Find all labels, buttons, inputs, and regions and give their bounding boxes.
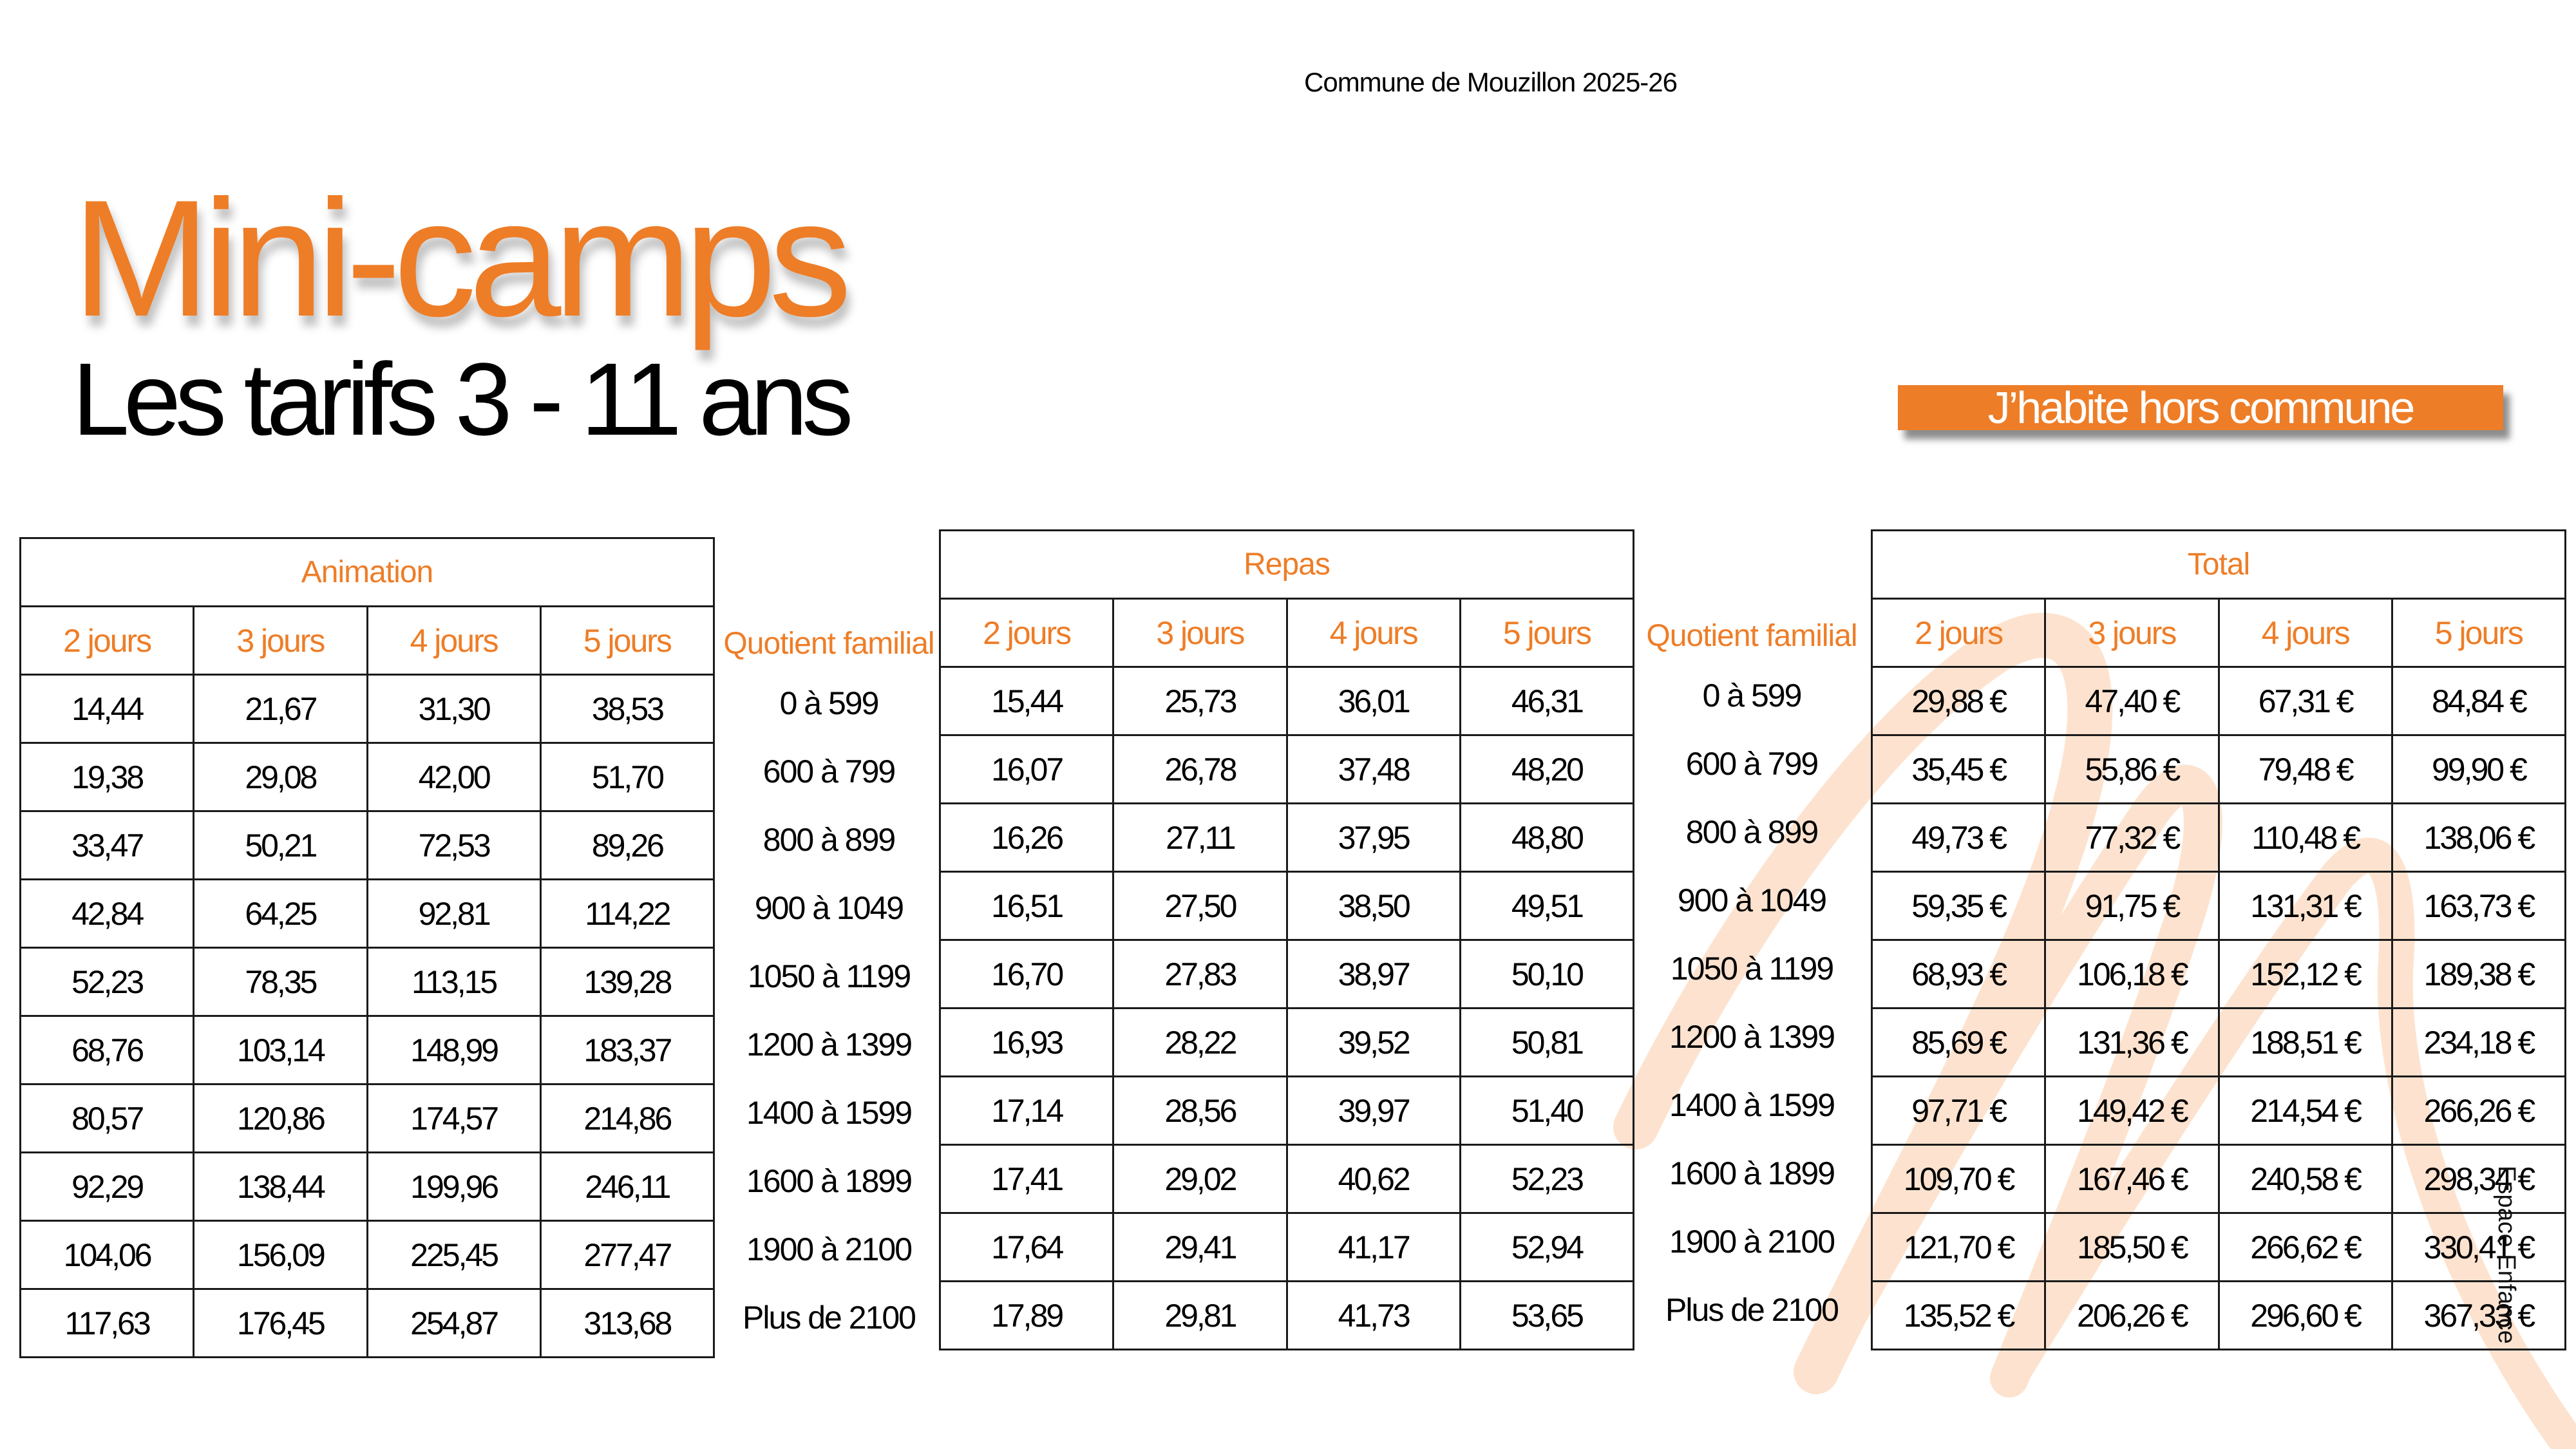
table-row: [940, 1145, 1634, 1213]
table-row: [1872, 872, 2566, 940]
price-cell: 37,95: [1287, 804, 1460, 872]
price-cell: 38,97: [1287, 940, 1460, 1009]
repas-table: [939, 529, 1634, 1350]
price-cell: 121,70 €: [1872, 1213, 2045, 1282]
price-cell: 16,93: [940, 1009, 1113, 1077]
table-row: [21, 1153, 714, 1221]
table-row: [21, 743, 714, 811]
price-cell: 117,63: [21, 1289, 194, 1358]
table-row: [940, 804, 1634, 872]
day-header: 2 jours: [1872, 599, 2045, 667]
price-cell: 31,30: [367, 675, 540, 743]
table-row: [21, 948, 714, 1016]
price-cell: 106,18 €: [2045, 940, 2219, 1009]
table-row: [21, 1084, 714, 1153]
quotient-range: 800 à 899: [762, 822, 895, 858]
price-cell: 298,34 €: [2392, 1145, 2565, 1213]
price-cell: 206,26 €: [2045, 1282, 2219, 1350]
quotient-familial-heading: Quotient familial: [723, 627, 934, 661]
quotient-range: 1050 à 1199: [747, 958, 911, 994]
quotient-range: 1600 à 1899: [746, 1163, 912, 1199]
price-cell: 46,31: [1460, 667, 1633, 735]
price-cell: 38,50: [1287, 872, 1460, 940]
table-row: [1872, 735, 2566, 804]
table-row: [940, 1282, 1634, 1350]
quotient-range: 1600 à 1899: [1669, 1155, 1835, 1191]
table-row: [1872, 1009, 2566, 1077]
day-header: 4 jours: [1287, 599, 1460, 667]
quotient-range: 1050 à 1199: [1670, 951, 1833, 987]
price-cell: 67,31 €: [2219, 667, 2392, 735]
price-cell: 188,51 €: [2219, 1009, 2392, 1077]
price-cell: 36,01: [1287, 667, 1460, 735]
price-cell: 214,54 €: [2219, 1077, 2392, 1145]
table-row: [1872, 804, 2566, 872]
price-cell: 50,81: [1460, 1009, 1633, 1077]
price-cell: 149,42 €: [2045, 1077, 2219, 1145]
price-cell: 16,51: [940, 872, 1113, 940]
price-cell: 138,44: [194, 1153, 367, 1221]
price-cell: 16,70: [940, 940, 1113, 1009]
price-cell: 64,25: [194, 880, 367, 948]
page-title: Mini-camps: [72, 165, 844, 351]
table-row: [1872, 1282, 2566, 1350]
price-cell: 35,45 €: [1872, 735, 2045, 804]
day-header: 5 jours: [1460, 599, 1633, 667]
price-cell: 225,45: [367, 1221, 540, 1289]
price-cell: 80,57: [21, 1084, 194, 1153]
day-header: 3 jours: [1113, 599, 1287, 667]
price-cell: 29,02: [1113, 1145, 1287, 1213]
price-cell: 27,11: [1113, 804, 1287, 872]
price-cell: 240,58 €: [2219, 1145, 2392, 1213]
quotient-familial-column-2: [1639, 618, 1864, 1344]
price-cell: 167,46 €: [2045, 1145, 2219, 1213]
quotient-familial-column-1: [716, 626, 942, 1352]
price-cell: 42,84: [21, 880, 194, 948]
quotient-range: 0 à 599: [779, 685, 878, 721]
price-cell: 103,14: [194, 1016, 367, 1084]
table-row: [940, 1213, 1634, 1282]
page-subtitle: Les tarifs 3 - 11 ans: [72, 341, 848, 457]
price-cell: 99,90 €: [2392, 735, 2565, 804]
price-cell: 17,89: [940, 1282, 1113, 1350]
price-cell: 51,70: [540, 743, 714, 811]
price-cell: 176,45: [194, 1289, 367, 1358]
price-cell: 25,73: [1113, 667, 1287, 735]
price-cell: 68,93 €: [1872, 940, 2045, 1009]
day-header: 2 jours: [21, 607, 194, 675]
table-row: [1872, 940, 2566, 1009]
price-cell: 185,50 €: [2045, 1213, 2219, 1282]
residency-banner: J’habite hors commune: [1898, 385, 2503, 430]
price-cell: 92,81: [367, 880, 540, 948]
price-cell: 234,18 €: [2392, 1009, 2565, 1077]
table-row: [940, 735, 1634, 804]
animation-table: [19, 537, 715, 1358]
price-cell: 89,26: [540, 811, 714, 880]
price-cell: 246,11: [540, 1153, 714, 1221]
table-row: [21, 675, 714, 743]
price-cell: 17,41: [940, 1145, 1113, 1213]
total-table: [1871, 529, 2566, 1350]
price-cell: 79,48 €: [2219, 735, 2392, 804]
price-cell: 138,06 €: [2392, 804, 2565, 872]
price-cell: 104,06: [21, 1221, 194, 1289]
price-cell: 367,33 €: [2392, 1282, 2565, 1350]
price-cell: 48,20: [1460, 735, 1633, 804]
price-cell: 41,17: [1287, 1213, 1460, 1282]
quotient-range: 1900 à 2100: [746, 1231, 912, 1267]
price-cell: 52,94: [1460, 1213, 1633, 1282]
table-row: [21, 880, 714, 948]
quotient-range: Plus de 2100: [743, 1300, 915, 1336]
table-row: [21, 811, 714, 880]
quotient-range: 1400 à 1599: [1669, 1087, 1835, 1123]
price-cell: 131,36 €: [2045, 1009, 2219, 1077]
price-cell: 92,29: [21, 1153, 194, 1221]
price-cell: 29,41: [1113, 1213, 1287, 1282]
price-cell: 41,73: [1287, 1282, 1460, 1350]
price-cell: 97,71 €: [1872, 1077, 2045, 1145]
price-cell: 152,12 €: [2219, 940, 2392, 1009]
price-cell: 214,86: [540, 1084, 714, 1153]
price-cell: 189,38 €: [2392, 940, 2565, 1009]
price-cell: 14,44: [21, 675, 194, 743]
price-cell: 139,28: [540, 948, 714, 1016]
table-row: [1872, 1213, 2566, 1282]
total-title: Total: [1872, 531, 2566, 599]
price-cell: 135,52 €: [1872, 1282, 2045, 1350]
price-cell: 27,83: [1113, 940, 1287, 1009]
price-cell: 33,47: [21, 811, 194, 880]
price-cell: 84,84 €: [2392, 667, 2565, 735]
quotient-range: Plus de 2100: [1665, 1292, 1838, 1328]
price-cell: 49,73 €: [1872, 804, 2045, 872]
price-cell: 163,73 €: [2392, 872, 2565, 940]
price-cell: 49,51: [1460, 872, 1633, 940]
price-cell: 16,26: [940, 804, 1113, 872]
price-cell: 254,87: [367, 1289, 540, 1358]
price-cell: 26,78: [1113, 735, 1287, 804]
price-cell: 40,62: [1287, 1145, 1460, 1213]
price-cell: 72,53: [367, 811, 540, 880]
day-header: 3 jours: [194, 607, 367, 675]
price-cell: 85,69 €: [1872, 1009, 2045, 1077]
quotient-range: 1200 à 1399: [746, 1027, 912, 1063]
price-cell: 55,86 €: [2045, 735, 2219, 804]
quotient-range: 800 à 899: [1685, 814, 1818, 850]
price-cell: 91,75 €: [2045, 872, 2219, 940]
price-cell: 19,38: [21, 743, 194, 811]
price-cell: 110,48 €: [2219, 804, 2392, 872]
price-cell: 59,35 €: [1872, 872, 2045, 940]
price-cell: 156,09: [194, 1221, 367, 1289]
price-cell: 42,00: [367, 743, 540, 811]
price-cell: 28,56: [1113, 1077, 1287, 1145]
price-cell: 17,64: [940, 1213, 1113, 1282]
price-cell: 29,81: [1113, 1282, 1287, 1350]
price-cell: 113,15: [367, 948, 540, 1016]
price-cell: 52,23: [1460, 1145, 1633, 1213]
quotient-familial-heading: Quotient familial: [1646, 619, 1857, 653]
price-cell: 39,97: [1287, 1077, 1460, 1145]
table-row: [21, 1016, 714, 1084]
table-row: [940, 1009, 1634, 1077]
price-cell: 39,52: [1287, 1009, 1460, 1077]
quotient-range: 1200 à 1399: [1669, 1019, 1835, 1055]
price-cell: 48,80: [1460, 804, 1633, 872]
price-cell: 50,10: [1460, 940, 1633, 1009]
price-cell: 38,53: [540, 675, 714, 743]
commune-header: Commune de Mouzillon 2025-26: [1304, 67, 1678, 97]
table-row: [940, 940, 1634, 1009]
price-cell: 47,40 €: [2045, 667, 2219, 735]
price-cell: 296,60 €: [2219, 1282, 2392, 1350]
price-cell: 131,31 €: [2219, 872, 2392, 940]
espace-enfance-label: Espace Enfance: [2493, 1166, 2520, 1344]
price-cell: 78,35: [194, 948, 367, 1016]
quotient-range: 1900 à 2100: [1669, 1224, 1835, 1260]
price-cell: 266,62 €: [2219, 1213, 2392, 1282]
price-cell: 114,22: [540, 880, 714, 948]
price-cell: 53,65: [1460, 1282, 1633, 1350]
table-row: [940, 872, 1634, 940]
day-header: 5 jours: [540, 607, 714, 675]
quotient-range: 0 à 599: [1702, 677, 1801, 714]
price-cell: 199,96: [367, 1153, 540, 1221]
price-cell: 51,40: [1460, 1077, 1633, 1145]
price-cell: 21,67: [194, 675, 367, 743]
day-header: 4 jours: [2219, 599, 2392, 667]
price-cell: 15,44: [940, 667, 1113, 735]
price-cell: 174,57: [367, 1084, 540, 1153]
table-row: [940, 667, 1634, 735]
animation-title: Animation: [21, 538, 714, 607]
price-cell: 16,07: [940, 735, 1113, 804]
price-cell: 29,08: [194, 743, 367, 811]
price-cell: 28,22: [1113, 1009, 1287, 1077]
price-cell: 120,86: [194, 1084, 367, 1153]
quotient-range: 900 à 1049: [1677, 882, 1826, 918]
price-cell: 52,23: [21, 948, 194, 1016]
price-cell: 330,41 €: [2392, 1213, 2565, 1282]
day-header: 5 jours: [2392, 599, 2565, 667]
table-row: [1872, 1077, 2566, 1145]
table-row: [940, 1077, 1634, 1145]
price-cell: 277,47: [540, 1221, 714, 1289]
repas-title: Repas: [940, 531, 1634, 599]
price-cell: 37,48: [1287, 735, 1460, 804]
price-cell: 50,21: [194, 811, 367, 880]
table-row: [1872, 667, 2566, 735]
price-cell: 109,70 €: [1872, 1145, 2045, 1213]
quotient-range: 600 à 799: [762, 753, 895, 790]
price-cell: 266,26 €: [2392, 1077, 2565, 1145]
quotient-range: 600 à 799: [1685, 746, 1818, 782]
quotient-range: 900 à 1049: [754, 890, 904, 926]
price-cell: 77,32 €: [2045, 804, 2219, 872]
day-header: 4 jours: [367, 607, 540, 675]
price-cell: 148,99: [367, 1016, 540, 1084]
price-cell: 27,50: [1113, 872, 1287, 940]
table-row: [21, 1221, 714, 1289]
price-cell: 17,14: [940, 1077, 1113, 1145]
table-row: [21, 1289, 714, 1358]
price-cell: 313,68: [540, 1289, 714, 1358]
price-cell: 68,76: [21, 1016, 194, 1084]
day-header: 3 jours: [2045, 599, 2219, 667]
quotient-range: 1400 à 1599: [746, 1095, 912, 1131]
day-header: 2 jours: [940, 599, 1113, 667]
price-cell: 183,37: [540, 1016, 714, 1084]
price-cell: 29,88 €: [1872, 667, 2045, 735]
table-row: [1872, 1145, 2566, 1213]
